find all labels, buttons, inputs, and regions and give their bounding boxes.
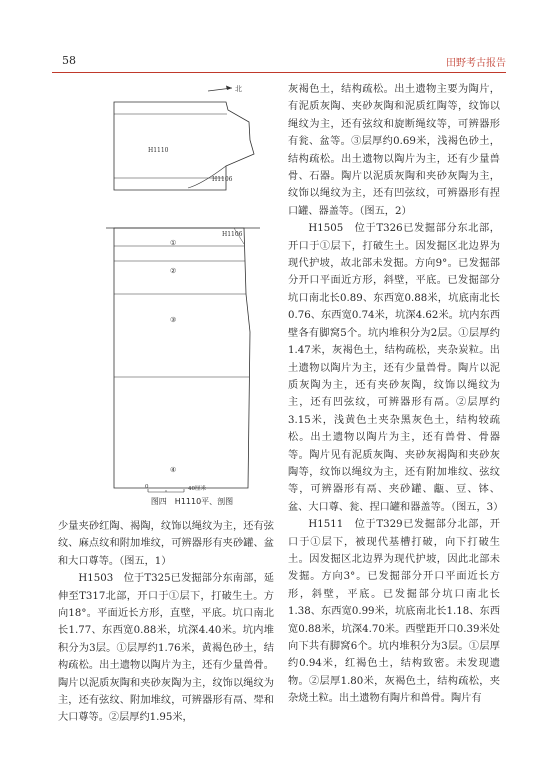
north-label: 北 [235, 85, 242, 93]
page-header [52, 54, 506, 72]
layer-1-label: ① [170, 239, 177, 247]
layer-4-label: ④ [170, 466, 177, 474]
paragraph-h1503: H1503 位于T325已发掘部分东南部，延伸至T317北部，开口于①层下，打破生土。方向18°。平面近长方形，直壁，平底。坑口南北长1.77、东西宽0.88米，坑深4.40米。坑内堆积分为3层。①层厚约1.76米，黄褐色砂土，结构疏松。出土遗物以陶片为主，还有少量兽骨。陶片以泥质灰陶和夹砂灰陶为主，纹饰以绳纹为主，还有弦纹、附加堆纹，可辨器形有鬲、斝和大口尊等。②层厚约1.95米， [58, 573, 274, 724]
right-column [288, 81, 504, 708]
scale-zero: 0 [145, 484, 149, 490]
header-rule [52, 72, 506, 73]
paragraph-h1511: H1511 位于T329已发掘部分北部，开口于①层下，被现代基槽打破，向下打破生土。因发掘区北边界为现代护坡，因此北部未发掘。方向3°。已发掘部分开口平面近长方形，斜壁，平底。已发掘部分坑口南北长1.38、东西宽0.99米，坑底南北长1.18、东西宽0.88米，坑深4.70米。西壁距开口0.39米处向下共有脚窝6个。坑内堆积分为3层。①层厚约0.94米，红褐色土，结构致密。未发现遗物。②层厚1.80米，灰褐色土，结构疏松，夹杂烧土粒。出土遗物有陶片和兽骨。陶片有 [288, 519, 500, 705]
journal-title: 田野考古报告 [446, 58, 506, 69]
label-h1110: H1110 [148, 147, 169, 154]
layer-2-label: ② [170, 267, 177, 275]
north-arrow [208, 84, 242, 93]
page-number: 58 [62, 54, 76, 67]
label-h1106-plan: H1106 [212, 176, 233, 183]
pit-plan-section-figure [104, 80, 280, 510]
paragraph-continued-left: 少量夹砂红陶、褐陶，纹饰以绳纹为主，还有弦纹、麻点纹和附加堆纹，可辨器形有夹砂罐、盆和大口尊等。（图五，1） [58, 521, 274, 567]
paragraph-h1505: H1505 位于T326已发掘部分东北部，开口于①层下，打破生土。因发掘区北边界为现代护坡，故北部未发掘。方向9°。已发掘部分开口平面近方形，斜壁，平底。已发掘部分坑口南北长0.89、东西宽0.88米，坑底南北长0.76、东西宽0.74米，坑深4.62米。坑内东西壁各有脚窝5个。坑内堆积分为2层。①层厚约1.47米，灰褐色土，结构疏松，夹杂炭粒。出土遗物以陶片为主，还有少量兽骨。陶片以泥质灰陶为主，还有夹砂灰陶，纹饰以绳纹为主，还有凹弦纹，可辨器形有鬲。②层厚约3.15米，浅黄色土夹杂黑灰色土，结构较疏松。出土遗物以陶片为主，还有兽骨、骨器等。陶片见有泥质灰陶、夹砂灰褐陶和夹砂灰陶等，纹饰以绳纹为主，还有附加堆纹、弦纹等，可辨器形有鬲、夹砂罐、甗、豆、钵、盆、大口尊、瓮、捏口罐和器盖等。（图五，3） [288, 223, 504, 513]
pit-section [106, 228, 260, 488]
paragraph-continued-right: 灰褐色土，结构疏松。出土遗物主要为陶片，有泥质灰陶、夹砂灰陶和泥质红陶等，纹饰以绳纹为主，还有弦纹和旋断绳纹等，可辨器形有瓮、盆等。③层厚约0.69米，浅褐色砂土，结构疏松。出土遗物以陶片为主，还有少量兽骨、石器。陶片以泥质灰陶和夹砂灰陶为主，纹饰以绳纹为主，还有凹弦纹，可辨器形有捏口罐、器盖等。（图五，2） [288, 84, 500, 217]
label-h1106-section: H1106 [222, 231, 243, 238]
figure-caption: 图四 H1110平、剖图 [150, 497, 234, 506]
layer-3-label: ③ [170, 316, 177, 324]
pit-plan [114, 102, 254, 190]
left-column [58, 518, 274, 727]
scale-label: 40厘米 [188, 486, 206, 492]
